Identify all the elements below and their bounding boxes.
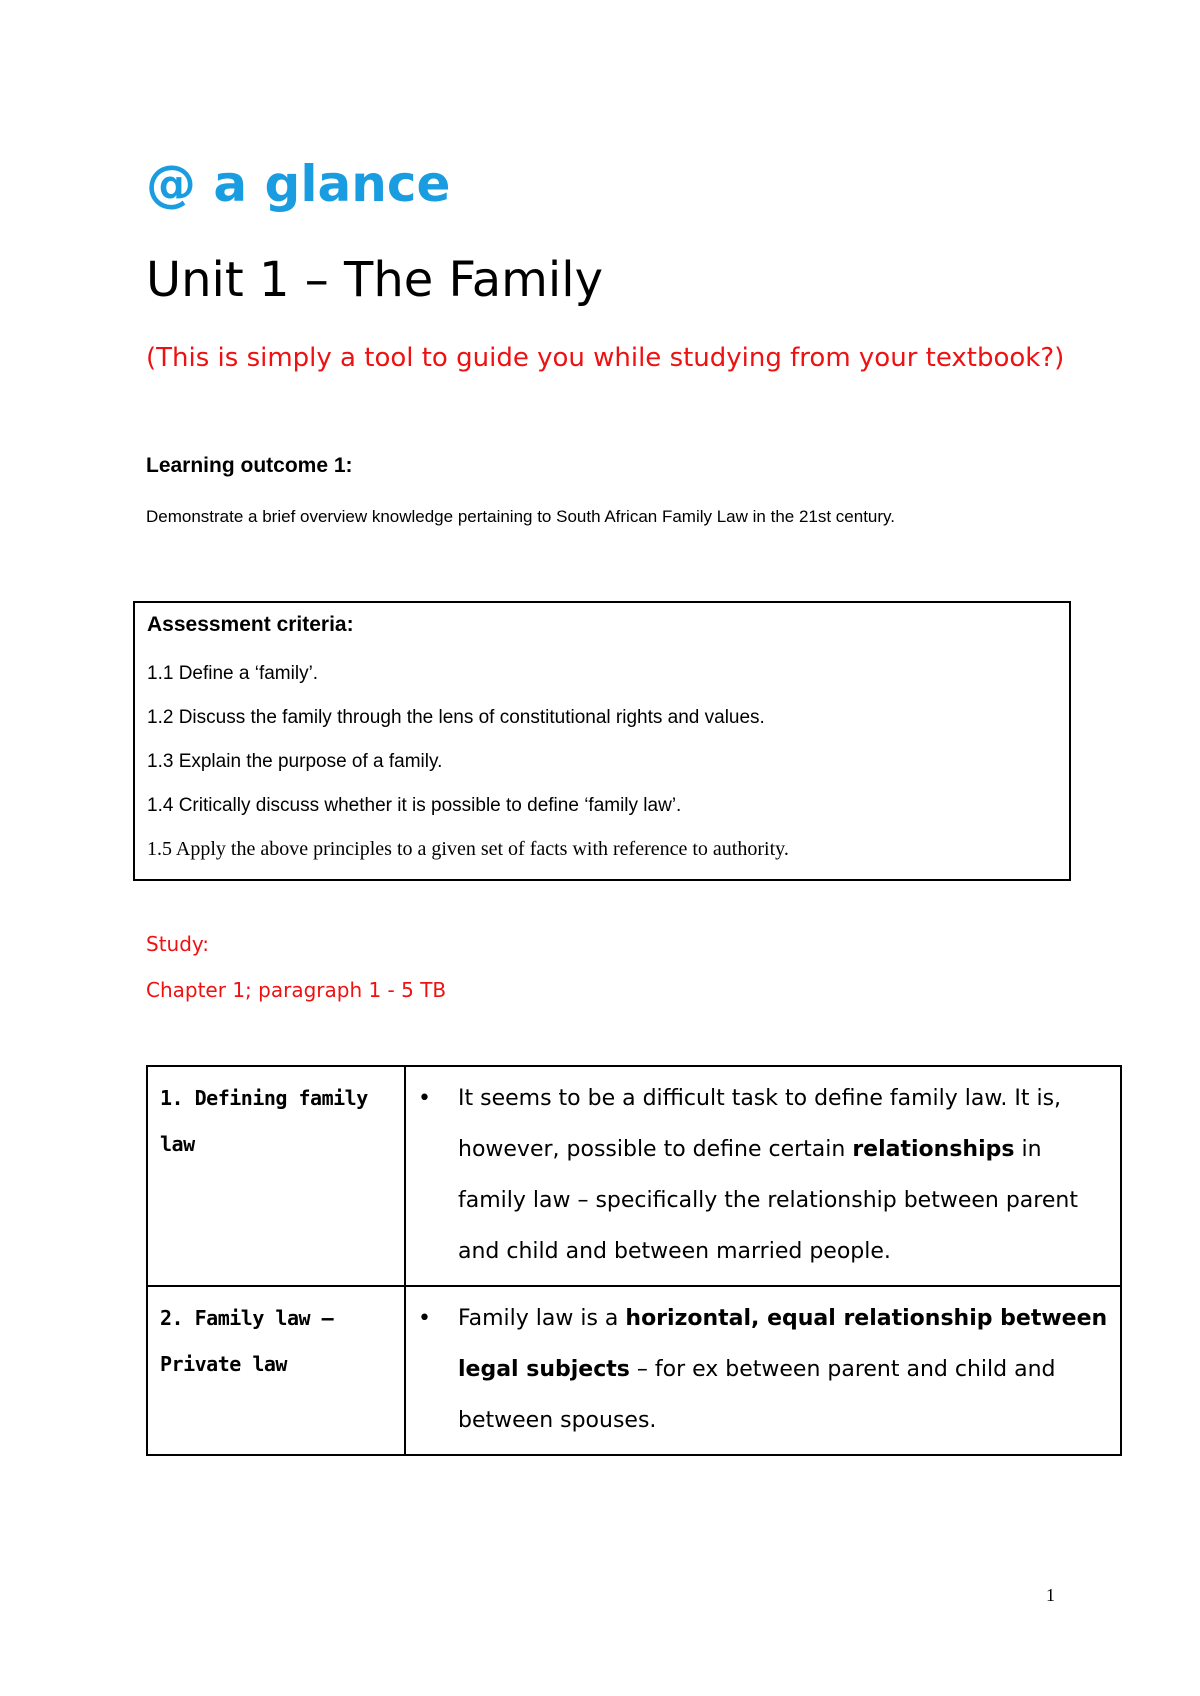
assessment-criteria-box xyxy=(133,601,1071,881)
criteria-item-1-2: 1.2 Discuss the family through the lens of constitutional rights and values. xyxy=(147,707,765,728)
topics-table xyxy=(146,1065,1122,1456)
description-cell xyxy=(405,1066,1121,1286)
bullet-icon: • xyxy=(418,1306,431,1331)
glance-heading: @ a glance xyxy=(146,155,451,213)
description-text: It seems to be a difficult task to define family law. It is, however, possible to define certain relationships in family law – specifically the relationship between parent and child and between married people. xyxy=(458,1086,1078,1264)
assessment-criteria-heading: Assessment criteria: xyxy=(147,613,354,636)
criteria-item-1-3: 1.3 Explain the purpose of a family. xyxy=(147,751,443,772)
topic-label: 1. Defining family xyxy=(160,1086,368,1110)
topic-label: 2. Family law – xyxy=(160,1306,334,1330)
topic-cell xyxy=(147,1066,405,1286)
learning-outcome-text: Demonstrate a brief overview knowledge pertaining to South African Family Law in the 21st century. xyxy=(146,507,896,526)
learning-outcome-heading: Learning outcome 1: xyxy=(146,454,353,477)
table-row xyxy=(147,1066,1121,1286)
criteria-item-1-4: 1.4 Critically discuss whether it is possible to define ‘family law’. xyxy=(147,795,682,816)
unit-title: Unit 1 – The Family xyxy=(146,252,604,308)
bold-term: horizontal, equal relationship between legal subjects xyxy=(458,1306,1108,1382)
topic-label: law xyxy=(160,1132,195,1156)
study-label: Study: xyxy=(146,932,210,956)
topic-label: Private law xyxy=(160,1352,287,1376)
description-cell xyxy=(405,1286,1121,1455)
subtitle-note: (This is simply a tool to guide you while studying from your textbook?) xyxy=(146,343,1065,373)
criteria-item-1-5: 1.5 Apply the above principles to a given set of facts with reference to authority. xyxy=(147,838,789,860)
topic-cell xyxy=(147,1286,405,1455)
bullet-icon: • xyxy=(418,1086,431,1111)
description-text: Family law is a horizontal, equal relationship between legal subjects – for ex between parent and child and between spouses. xyxy=(458,1306,1108,1433)
bold-term: relationships xyxy=(852,1137,1015,1162)
criteria-item-1-1: 1.1 Define a ‘family’. xyxy=(147,663,319,684)
page-number: 1 xyxy=(1046,1585,1055,1605)
table-row xyxy=(147,1286,1121,1455)
study-chapter-reference: Chapter 1; paragraph 1 - 5 TB xyxy=(146,978,447,1002)
